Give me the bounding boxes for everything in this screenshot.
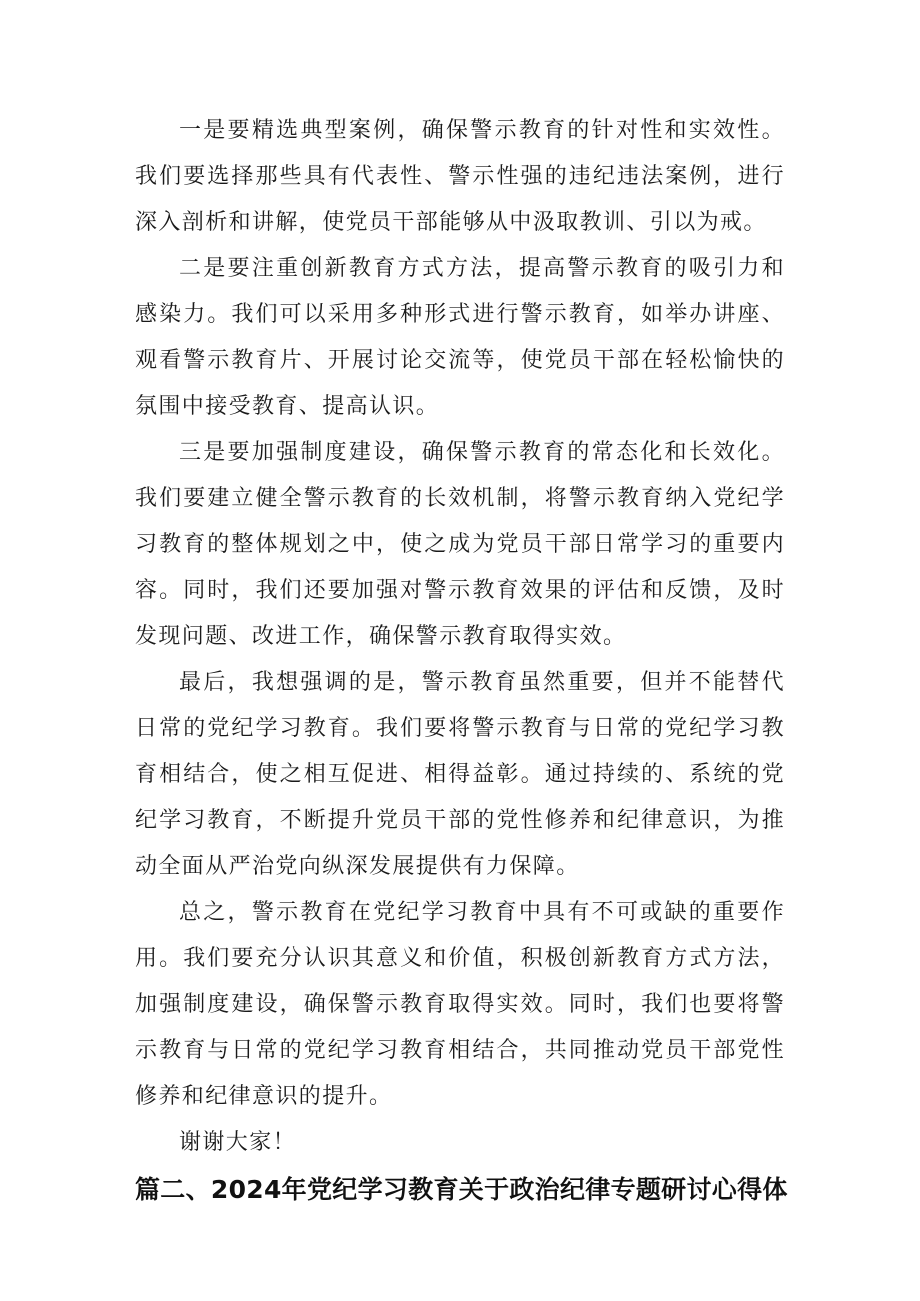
paragraph-innovative-methods: 二是要注重创新教育方式方法，提高警示教育的吸引力和感染力。我们可以采用多种形式进行警示教育，如举办讲座、观看警示教育片、开展讨论交流等，使党员干部在轻松愉快的氛围中接受教育、提高认识。 xyxy=(135,256,785,419)
paragraph-system-building: 三是要加强制度建设，确保警示教育的常态化和长效化。我们要建立健全警示教育的长效机制，将警示教育纳入党纪学习教育的整体规划之中，使之成为党员干部日常学习的重要内容。同时，我们还要加强对警示教育效果的评估和反馈，及时发现问题、改进工作，确保警示教育取得实效。 xyxy=(135,440,785,649)
paragraph-case-selection: 一是要精选典型案例，确保警示教育的针对性和实效性。我们要选择那些具有代表性、警示性强的违纪违法案例，进行深入剖析和讲解，使党员干部能够从中汲取教训、引以为戒。 xyxy=(135,118,785,235)
closing-thanks: 谢谢大家！ xyxy=(179,1130,297,1155)
section-heading: 篇二、2024年党纪学习教育关于政治纪律专题研讨心得体 xyxy=(135,1175,788,1204)
paragraph-finally: 最后，我想强调的是，警示教育虽然重要，但并不能替代日常的党纪学习教育。我们要将警示教育与日常的党纪学习教育相结合，使之相互促进、相得益彰。通过持续的、系统的党纪学习教育，不断提升党员干部的党性修养和纪律意识，为推动全面从严治党向纵深发展提供有力保障。 xyxy=(135,670,785,879)
paragraph-conclusion: 总之，警示教育在党纪学习教育中具有不可或缺的重要作用。我们要充分认识其意义和价值，积极创新教育方式方法，加强制度建设，确保警示教育取得实效。同时，我们也要将警示教育与日常的党纪学习教育相结合，共同推动党员干部党性修养和纪律意识的提升。 xyxy=(135,900,785,1109)
document-body xyxy=(135,108,788,1212)
